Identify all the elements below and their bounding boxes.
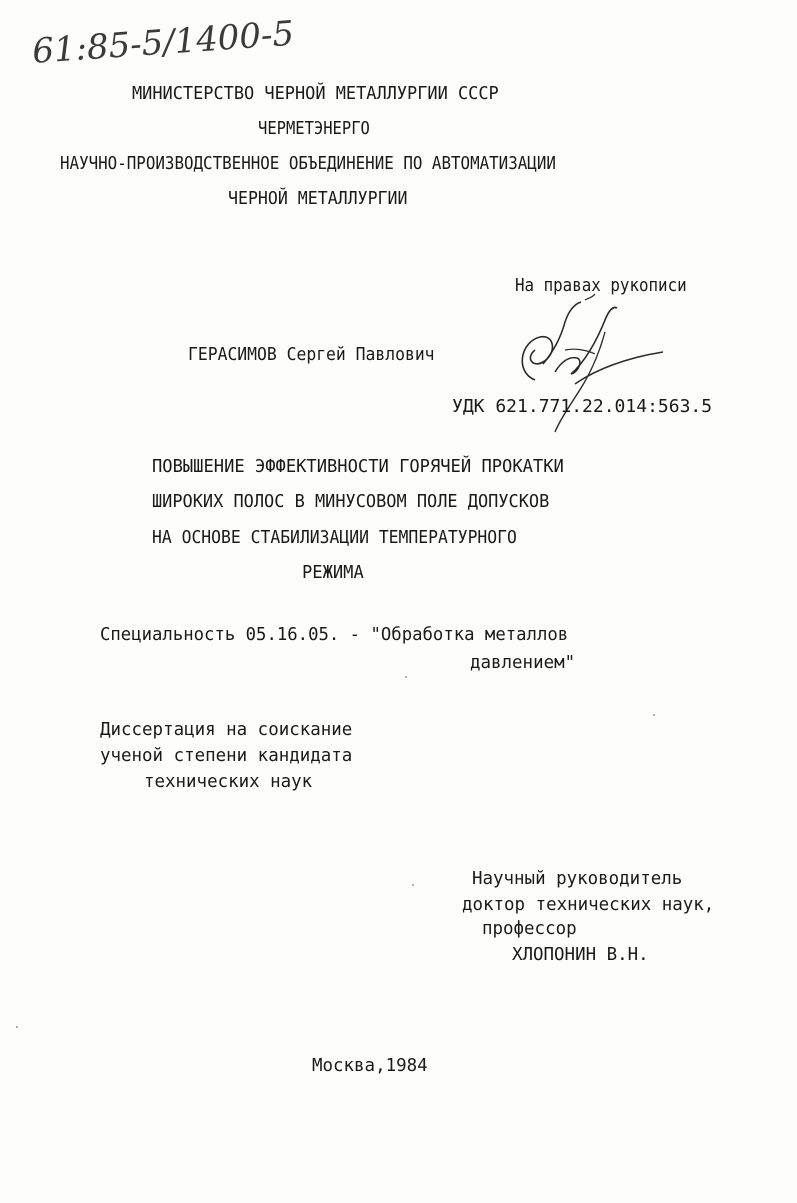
scan-speck: [653, 714, 655, 716]
organization-line: ЧЕРМЕТЭНЕРГО: [258, 118, 370, 139]
supervisor-line-1: Научный руководитель: [472, 868, 683, 889]
scan-speck: [412, 884, 414, 886]
title-line-2: ШИРОКИХ ПОЛОС В МИНУСОВОМ ПОЛЕ ДОПУСКОВ: [152, 491, 550, 512]
dissertation-line-3: технических наук: [144, 771, 313, 792]
ministry-line: МИНИСТЕРСТВО ЧЕРНОЙ МЕТАЛЛУРГИИ СССР: [132, 83, 499, 104]
association-line-2: ЧЕРНОЙ МЕТАЛЛУРГИИ: [228, 188, 408, 209]
archive-mark-text: 61:85-5/1400-5: [30, 13, 296, 72]
title-line-1: ПОВЫШЕНИЕ ЭФФЕКТИВНОСТИ ГОРЯЧЕЙ ПРОКАТКИ: [152, 456, 564, 477]
author-signature: [495, 292, 675, 442]
scan-speck: [16, 1026, 18, 1028]
supervisor-line-4: ХЛОПОНИН В.Н.: [512, 944, 649, 965]
dissertation-line-2: ученой степени кандидата: [100, 745, 353, 766]
supervisor-line-2: доктор технических наук,: [462, 894, 715, 915]
dissertation-line-1: Диссертация на соискание: [100, 719, 353, 740]
specialty-line-2: давлением": [470, 652, 576, 673]
scan-speck: [405, 676, 407, 678]
title-line-3: НА ОСНОВЕ СТАБИЛИЗАЦИИ ТЕМПЕРАТУРНОГО: [152, 527, 517, 548]
place-year: Москва,1984: [312, 1055, 428, 1076]
udk-code: УДК 621.771.22.014:563.5: [452, 396, 713, 417]
author-name: ГЕРАСИМОВ Сергей Павлович: [188, 344, 435, 365]
specialty-line-1: Специальность 05.16.05. - "Обработка металлов: [100, 624, 569, 645]
association-line-1: НАУЧНО-ПРОИЗВОДСТВЕННОЕ ОБЪЕДИНЕНИЕ ПО АВТОМАТИЗАЦИИ: [60, 153, 556, 174]
manuscript-note: На правах рукописи: [515, 275, 687, 296]
title-line-4: РЕЖИМА: [302, 562, 364, 583]
supervisor-line-3: профессор: [482, 918, 577, 939]
archive-handwritten-mark: [30, 12, 300, 72]
